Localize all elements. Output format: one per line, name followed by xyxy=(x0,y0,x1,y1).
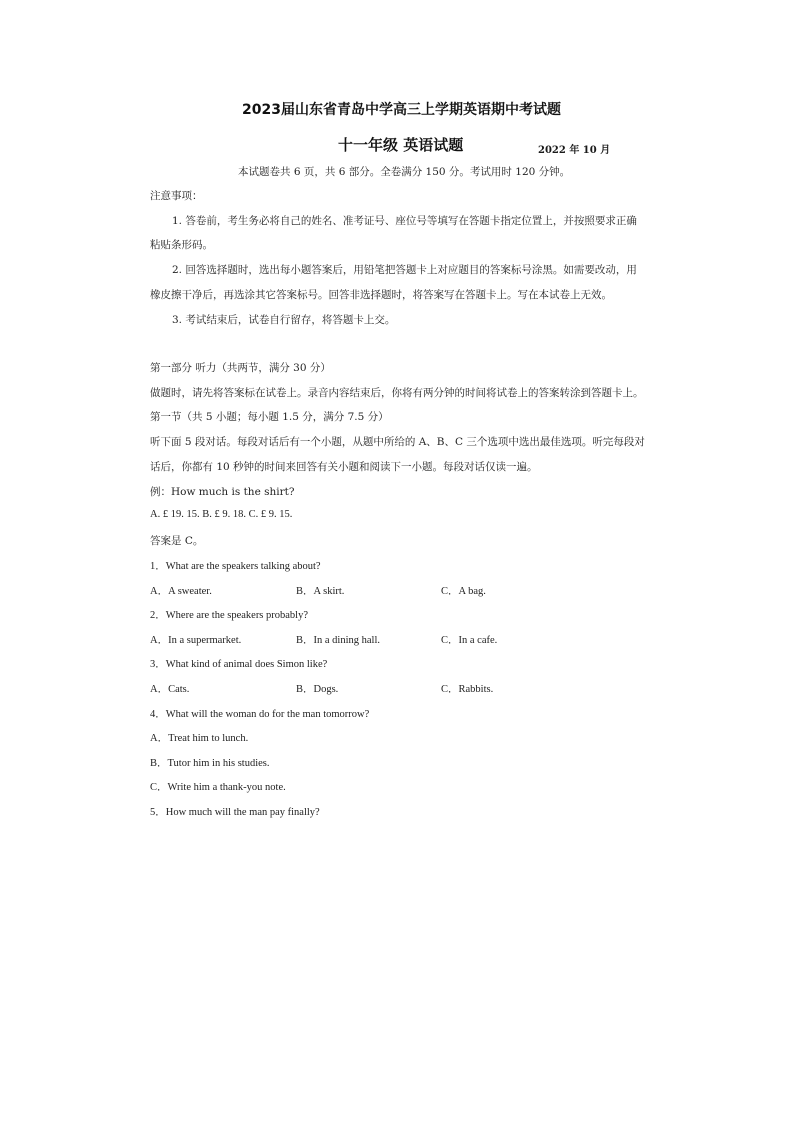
question-2-option-b: B．In a dining hall. xyxy=(296,635,380,646)
question-2-option-c: C．In a cafe. xyxy=(441,635,498,646)
question-2: 2．Where are the speakers probably? xyxy=(150,610,309,621)
question-1: 1．What are the speakers talking about? xyxy=(150,561,321,572)
question-4-option-c: C．Write him a thank-you note. xyxy=(150,782,286,793)
exam-info: 本试题卷共 6 页，共 6 部分。全卷满分 150 分。考试用时 120 分钟。 xyxy=(238,166,571,178)
question-5: 5．How much will the man pay finally? xyxy=(150,807,320,818)
note-1-line-1: 1. 答卷前，考生务必将自己的姓名、准考证号、座位号等填写在答题卡指定位置上，并按照要求正确 xyxy=(172,215,637,227)
grade-subtitle: 十一年级 英语试题 xyxy=(338,136,464,154)
exam-date: 2022 年 10 月 xyxy=(538,145,611,156)
question-4: 4．What will the woman do for the man tomorrow? xyxy=(150,709,370,720)
note-1-line-2: 粘贴条形码。 xyxy=(150,239,213,251)
notes-heading: 注意事项： xyxy=(150,190,203,202)
question-3-option-a: A．Cats. xyxy=(150,684,190,695)
directions-line-1: 听下面 5 段对话。每段对话后有一个小题，从题中所给的 A、B、C 三个选项中选出最佳选项。听完每段对 xyxy=(150,436,645,448)
part1-instruction: 做题时，请先将答案标在试卷上。录音内容结束后，你将有两分钟的时间将试卷上的答案转涂到答题卡上。 xyxy=(150,387,644,399)
question-3-option-b: B．Dogs. xyxy=(296,684,339,695)
directions-line-2: 话后，你都有 10 秒钟的时间来回答有关小题和阅读下一小题。每段对话仅读一遍。 xyxy=(150,461,538,473)
note-2-line-1: 2. 回答选择题时，选出每小题答案后，用铅笔把答题卡上对应题目的答案标号涂黑。如需要改动，用 xyxy=(172,264,637,276)
note-3: 3. 考试结束后，试卷自行留存，将答题卡上交。 xyxy=(172,314,396,326)
example-question: 例：How much is the shirt? xyxy=(150,486,295,498)
question-2-option-a: A．In a supermarket. xyxy=(150,635,242,646)
question-4-option-a: A．Treat him to lunch. xyxy=(150,733,249,744)
question-3: 3．What kind of animal does Simon like? xyxy=(150,659,328,670)
question-3-option-c: C．Rabbits. xyxy=(441,684,494,695)
part1-heading: 第一部分 听力（共两节，满分 30 分） xyxy=(150,362,331,374)
question-1-option-b: B．A skirt. xyxy=(296,586,345,597)
question-1-option-a: A．A sweater. xyxy=(150,586,212,597)
question-1-option-c: C．A bag. xyxy=(441,586,486,597)
note-2-line-2: 橡皮擦干净后，再选涂其它答案标号。回答非选择题时，将答案写在答题卡上。写在本试卷上无效。 xyxy=(150,289,612,301)
section1-heading: 第一节（共 5 小题；每小题 1.5 分，满分 7.5 分） xyxy=(150,411,389,423)
exam-title: 2023届山东省青岛中学高三上学期英语期中考试题 xyxy=(242,102,561,118)
example-options: A. £ 19. 15. B. £ 9. 18. C. £ 9. 15. xyxy=(150,509,293,520)
example-answer: 答案是 C。 xyxy=(150,535,204,547)
question-4-option-b: B．Tutor him in his studies. xyxy=(150,758,270,769)
